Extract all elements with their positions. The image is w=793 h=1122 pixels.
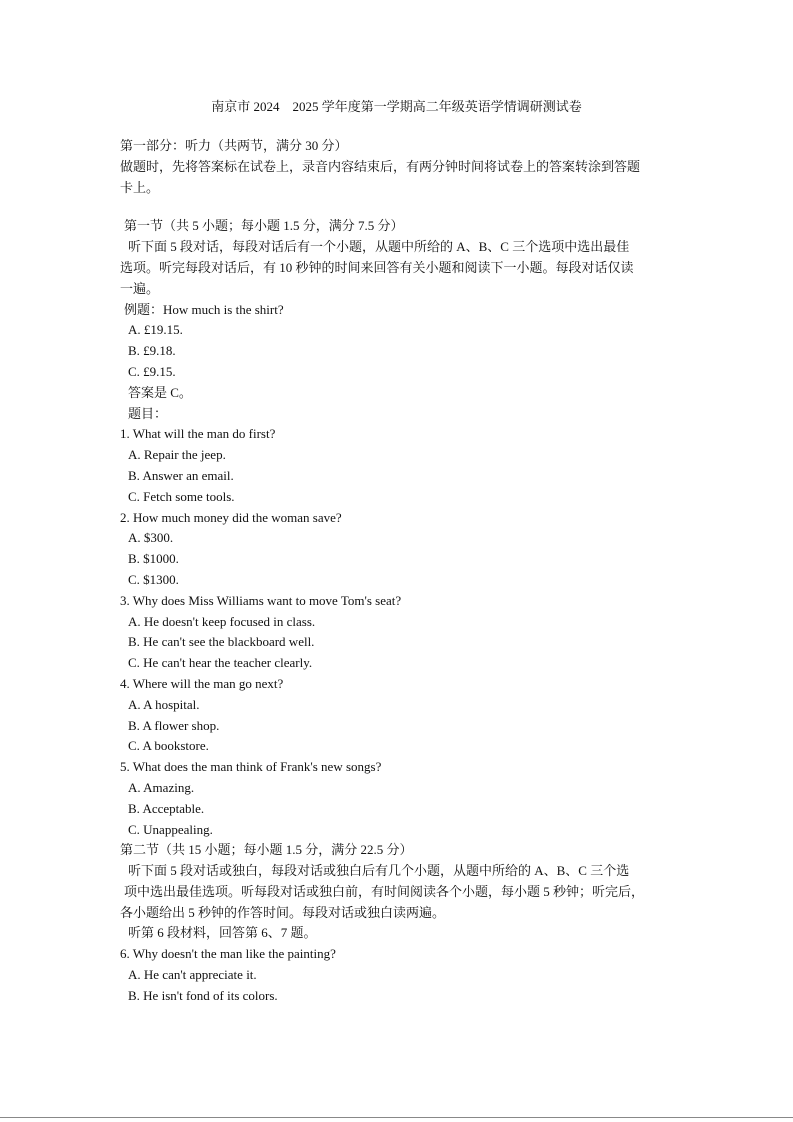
question-6: [120, 944, 680, 1006]
option-b: B. Acceptable.: [128, 800, 205, 816]
section2-heading: 第二节（共 15 小题；每小题 1.5 分，满分 22.5 分）: [120, 842, 413, 858]
example-answer: 答案是 C。: [128, 384, 192, 400]
option-a: A. Repair the jeep.: [128, 447, 226, 463]
question-1: [120, 424, 680, 507]
part1-instruction-line2: 卡上。: [120, 179, 160, 195]
option-c: C. Unappealing.: [128, 821, 213, 837]
option-b: B. He can't see the blackboard well.: [128, 634, 315, 650]
option-b: B. Answer an email.: [128, 467, 234, 483]
question-text: 6. Why doesn't the man like the painting?: [120, 946, 336, 962]
page-title: 南京市 2024 2025 学年度第一学期高二年级英语学情调研测试卷: [211, 99, 582, 114]
option-b: B. A flower shop.: [128, 717, 220, 733]
section1-instruction-line3: 一遍。: [120, 280, 160, 296]
option-a: A. He doesn't keep focused in class.: [128, 613, 316, 629]
material-6-label: 听第 6 段材料，回答第 6、7 题。: [128, 925, 317, 941]
part1-instruction-line1: 做题时，先将答案标在试卷上，录音内容结束后，有两分钟时间将试卷上的答案转涂到答题: [120, 158, 641, 174]
question-3: [120, 591, 680, 674]
section1-heading: 第一节（共 5 小题；每小题 1.5 分，满分 7.5 分）: [124, 218, 404, 234]
option-b: B. $1000.: [128, 551, 179, 567]
question-4: [120, 674, 680, 757]
example-question: 例题：How much is the shirt?: [124, 301, 284, 317]
question-2: [120, 508, 680, 591]
example-option-b: B. £9.18.: [128, 343, 176, 359]
option-b: B. He isn't fond of its colors.: [128, 987, 278, 1003]
section2-instruction-line3: 各小题给出 5 秒钟的作答时间。每段对话或独白读两遍。: [120, 904, 446, 920]
option-c: C. A bookstore.: [128, 738, 209, 754]
questions-label: 题目：: [128, 405, 168, 421]
option-a: A. $300.: [128, 530, 174, 546]
option-a: A. Amazing.: [128, 779, 195, 795]
example-option-c: C. £9.15.: [128, 363, 176, 379]
page-bottom-rule: [0, 1117, 793, 1118]
option-a: A. He can't appreciate it.: [128, 967, 257, 983]
section2-instruction-line2: 项中选出最佳选项。听每段对话或独白前，有时间阅读各个小题，每小题 5 秒钟；听完后，: [124, 883, 645, 899]
example-option-a: A. £19.15.: [128, 322, 183, 338]
part1-heading: 第一部分：听力（共两节，满分 30 分）: [120, 138, 348, 153]
option-c: C. $1300.: [128, 571, 179, 587]
question-text: 2. How much money did the woman save?: [120, 509, 342, 525]
option-c: C. He can't hear the teacher clearly.: [128, 655, 313, 671]
section1-instruction-line2: 选项。听完每段对话后，有 10 秒钟的时间来回答有关小题和阅读下一小题。每段对话仅读: [120, 259, 634, 275]
option-a: A. A hospital.: [128, 696, 200, 712]
section1-instruction-line1: 听下面 5 段对话，每段对话后有一个小题，从题中所给的 A、B、C 三个选项中选出最佳: [128, 239, 630, 255]
spacer: [120, 198, 680, 216]
exam-content: [120, 136, 680, 1007]
question-text: 1. What will the man do first?: [120, 426, 276, 442]
question-text: 3. Why does Miss Williams want to move Tom's seat?: [120, 592, 402, 608]
option-c: C. Fetch some tools.: [128, 488, 235, 504]
section2-instruction-line1: 听下面 5 段对话或独白，每段对话或独白后有几个小题，从题中所给的 A、B、C 三个选: [128, 863, 630, 879]
question-text: 4. Where will the man go next?: [120, 675, 284, 691]
question-5: [120, 757, 680, 840]
question-text: 5. What does the man think of Frank's new songs?: [120, 759, 382, 775]
